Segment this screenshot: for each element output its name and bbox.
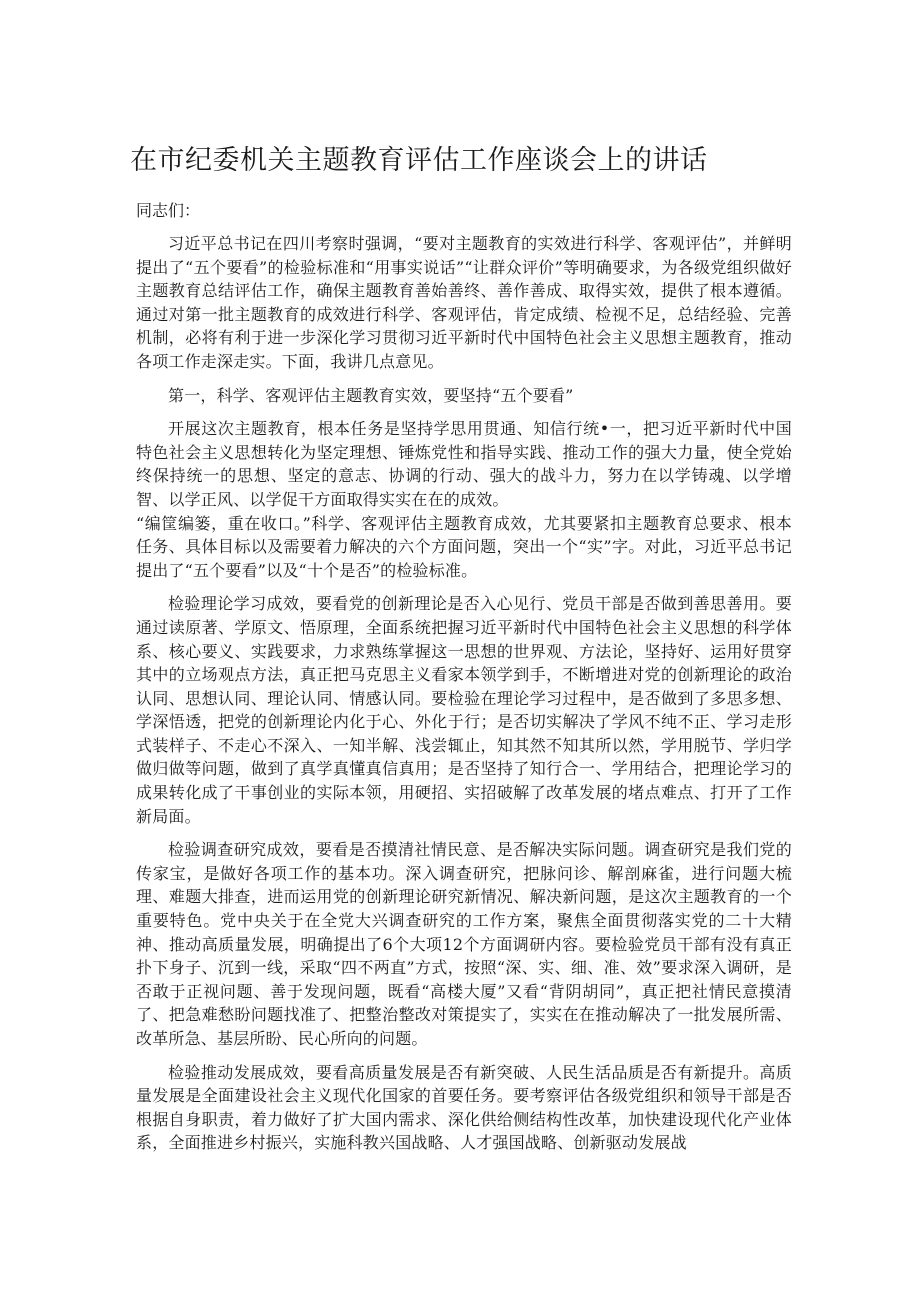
paragraph-development: 检验推动发展成效，要看高质量发展是否有新突破、人民生活品质是否有新提升。高质量发展是全面建设社会主义现代化国家的首要任务。要考察评估各级党组织和领导干部是否根据自身职责，着力做好了扩大国内需求、深化供给侧结构性改革，加快建设现代化产业体系，全面推进乡村振兴，实施科教兴国战略、人才强国战略、创新驱动发展战 [136,1062,792,1153]
document-body [136,232,792,1165]
paragraph-standard: “编筐编篓，重在收口。”科学、客观评估主题教育成效，尤其要紧扣主题教育总要求、根本任务、具体目标以及需要着力解决的六个方面问题，突出一个“实”字。对此，习近平总书记提出了“五个要看”以及“十个是否”的检验标准。 [136,513,792,580]
document-title: 在市纪委机关主题教育评估工作座谈会上的讲话 [130,145,708,176]
section-heading-first: 第一，科学、客观评估主题教育实效，要坚持“五个要看” [168,385,574,405]
greeting: 同志们： [136,201,201,220]
paragraph-intro: 习近平总书记在四川考察时强调，“要对主题教育的实效进行科学、客观评估”，并鲜明提出了“五个要看”的检验标准和“用事实说话”“让群众评价”等明确要求，为各级党组织做好主题教育总结评估工作，确保主题教育善始善终、善作善成、取得实效，提供了根本遵循。通过对第一批主题教育的成效进行科学、客观评估，肯定成绩、检视不足，总结经验、完善机制，必将有利于进一步深化学习贯彻习近平新时代中国特色社会主义思想主题教育，推动各项工作走深走实。下面，我讲几点意见。 [136,234,792,371]
paragraph-research: 检验调查研究成效，要看是否摸清社情民意、是否解决实际问题。调查研究是我们党的传家宝，是做好各项工作的基本功。深入调查研究，把脉问诊、解剖麻雀，进行问题大梳理、难题大排查，进而运用党的创新理论研究新情况、解决新问题，是这次主题教育的一个重要特色。党中央关于在全党大兴调查研究的工作方案，聚焦全面贯彻落实党的二十大精神、推动高质量发展，明确提出了6个大项12个方面调研内容。要检验党员干部有没有真正扑下身子、沉到一线，采取“四不两直”方式，按照“深、实、细、准、效”要求深入调研，是否敢于正视问题、善于发现问题，既看“高楼大厦”又看“背阴胡同”，真正把社情民意摸清了、把急难愁盼问题找准了、把整治整改对策提实了，实实在在推动解决了一批发展所需、改革所急、基层所盼、民心所向的问题。 [136,840,792,1048]
paragraph-theory-study: 检验理论学习成效，要看党的创新理论是否入心见行、党员干部是否做到善思善用。要通过读原著、学原文、悟原理，全面系统把握习近平新时代中国特色社会主义思想的科学体系、核心要义、实践要求，力求熟练掌握这一思想的世界观、方法论，坚持好、运用好贯穿其中的立场观点方法，真正把马克思主义看家本领学到手，不断增进对党的创新理论的政治认同、思想认同、理论认同、情感认同。要检验在理论学习过程中，是否做到了多思多想、学深悟透，把党的创新理论内化于心、外化于行；是否切实解决了学风不纯不正、学习走形式装样子、不走心不深入、一知半解、浅尝辄止，知其然不知其所以然，学用脱节、学归学做归做等问题，做到了真学真懂真信真用；是否坚持了知行合一、学用结合，把理论学习的成果转化成了干事创业的实际本领，用硬招、实招破解了改革发展的堵点难点、打开了工作新局面。 [136,594,792,826]
paragraph-task: 开展这次主题教育，根本任务是坚持学思用贯通、知信行统•一，把习近平新时代中国特色社会主义思想转化为坚定理想、锤炼党性和指导实践、推动工作的强大力量，使全党始终保持统一的思想、坚定的意志、协调的行动、强大的战斗力，努力在以学铸魂、以学增智、以学正风、以学促干方面取得实实在在的成效。 [136,419,792,509]
